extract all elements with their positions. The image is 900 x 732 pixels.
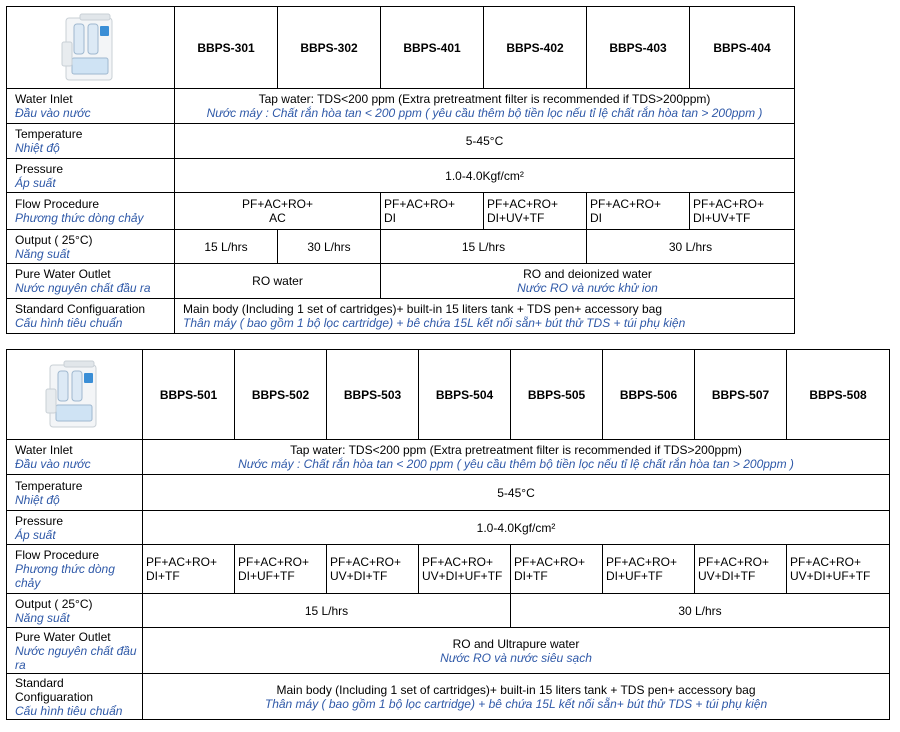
model-header: BBPS-507 [695,350,787,440]
config-value: Main body (Including 1 set of cartridges)+ built-in 15 liters tank + TDS pen+ accessory bag Thân máy ( bao gồm 1 bộ lọc cartridge) + bê chứa 15L kết nối sẵn+ bút thử TDS + túi phụ kiện [143,674,890,720]
output-value: 15 L/hrs [143,594,511,628]
output-value: 30 L/hrs [278,230,381,264]
flow-value: PF+AC+RO+ DI+TF [511,545,603,594]
spec-table-bbps-500 [6,349,890,720]
output-value: 15 L/hrs [381,230,587,264]
row-label-outlet: Pure Water Outlet Nước nguyên chất đầu ra [7,264,175,299]
flow-value: PF+AC+RO+ UV+DI+TF [327,545,419,594]
flow-value: PF+AC+RO+ AC [175,193,381,230]
flow-value: PF+AC+RO+ UV+DI+UF+TF [419,545,511,594]
water-inlet-value: Tap water: TDS<200 ppm (Extra pretreatment filter is recommended if TDS>200ppm) Nước máy : Chất rắn hòa tan < 200 ppm ( yêu cầu thêm bộ tiền lọc nếu tỉ lệ chất rắn hòa tan > 200ppm ) [175,89,795,124]
output-value: 30 L/hrs [587,230,795,264]
output-value: 15 L/hrs [175,230,278,264]
row-label-temperature: Temperature Nhiệt độ [7,124,175,159]
model-header: BBPS-502 [235,350,327,440]
model-header: BBPS-401 [381,7,484,89]
model-header: BBPS-506 [603,350,695,440]
model-header: BBPS-402 [484,7,587,89]
product-image [7,7,175,89]
model-header: BBPS-501 [143,350,235,440]
flow-value: PF+AC+RO+ DI+UV+TF [690,193,795,230]
flow-value: PF+AC+RO+ DI [381,193,484,230]
flow-value: PF+AC+RO+ DI+UF+TF [603,545,695,594]
model-header: BBPS-301 [175,7,278,89]
flow-value: PF+AC+RO+ UV+DI+TF [695,545,787,594]
row-label-water-inlet: Water Inlet Đầu vào nước [7,440,143,475]
water-inlet-value: Tap water: TDS<200 ppm (Extra pretreatment filter is recommended if TDS>200ppm) Nước máy : Chất rắn hòa tan < 200 ppm ( yêu cầu thêm bộ tiền lọc nếu tỉ lệ chất rắn hòa tan > 200ppm ) [143,440,890,475]
row-label-temperature: Temperature Nhiệt độ [7,475,143,511]
model-header: BBPS-505 [511,350,603,440]
model-header: BBPS-504 [419,350,511,440]
model-header: BBPS-508 [787,350,890,440]
row-label-output: Output ( 25°C) Năng suất [7,230,175,264]
temperature-value: 5-45°C [175,124,795,159]
output-value: 30 L/hrs [511,594,890,628]
pressure-value: 1.0-4.0Kgf/cm² [175,159,795,193]
outlet-value: RO water [175,264,381,299]
temperature-value: 5-45°C [143,475,890,511]
outlet-value: RO and Ultrapure water Nước RO và nước siêu sạch [143,628,890,674]
flow-value: PF+AC+RO+ DI [587,193,690,230]
flow-value: PF+AC+RO+ DI+UV+TF [484,193,587,230]
row-label-outlet: Pure Water Outlet Nước nguyên chất đầu ra [7,628,143,674]
row-label-flow: Flow Procedure Phương thức dòng chảy [7,193,175,230]
outlet-value: RO and deionized water Nước RO và nước khử ion [381,264,795,299]
flow-value: PF+AC+RO+ DI+UF+TF [235,545,327,594]
model-header: BBPS-302 [278,7,381,89]
product-image [7,350,143,440]
row-label-pressure: Pressure Áp suất [7,511,143,545]
pressure-value: 1.0-4.0Kgf/cm² [143,511,890,545]
model-header: BBPS-404 [690,7,795,89]
model-header: BBPS-503 [327,350,419,440]
row-label-flow: Flow Procedure Phương thức dòng chảy [7,545,143,594]
spec-table-bbps-300-400 [6,6,795,334]
row-label-pressure: Pressure Áp suất [7,159,175,193]
model-header: BBPS-403 [587,7,690,89]
flow-value: PF+AC+RO+ DI+TF [143,545,235,594]
water-purifier-image [44,359,106,431]
row-label-output: Output ( 25°C) Năng suất [7,594,143,628]
row-label-config: Standard Configuaration Cấu hình tiêu chuẩn [7,299,175,334]
row-label-water-inlet: Water Inlet Đầu vào nước [7,89,175,124]
water-purifier-image [60,12,122,84]
row-label-config: Standard Configuaration Cấu hình tiêu chuẩn [7,674,143,720]
config-value: Main body (Including 1 set of cartridges)+ built-in 15 liters tank + TDS pen+ accessory bag Thân máy ( bao gồm 1 bộ lọc cartridge) + bê chứa 15L kết nối sẵn+ bút thử TDS + túi phụ kiện [175,299,795,334]
flow-value: PF+AC+RO+ UV+DI+UF+TF [787,545,890,594]
